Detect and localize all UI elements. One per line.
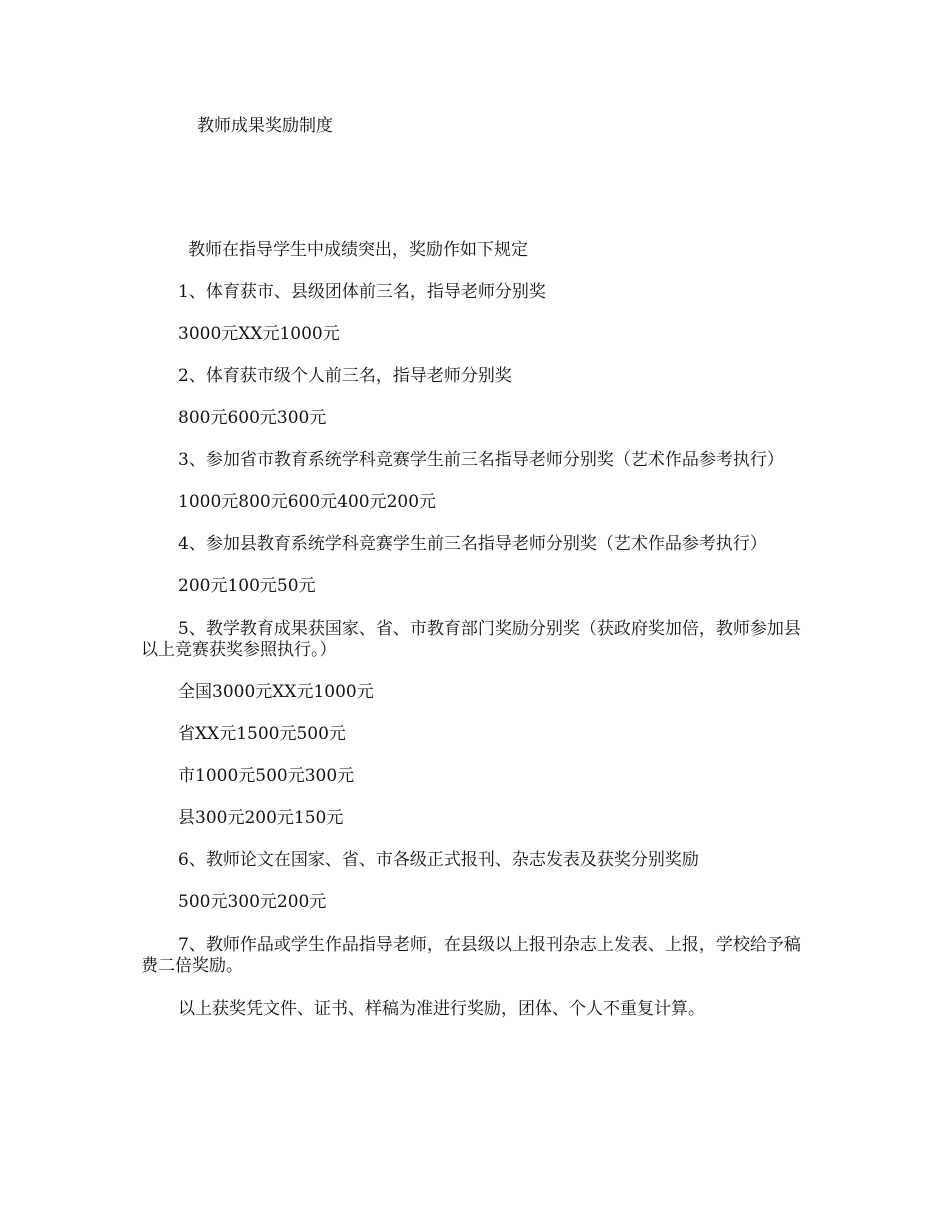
paragraph-closing: 以上获奖凭文件、证书、样稿为准进行奖励，团体、个人不重复计算。 — [178, 999, 705, 1019]
paragraph-item-3: 3、参加省市教育系统学科竞赛学生前三名指导老师分别奖（艺术作品参考执行） — [178, 450, 784, 470]
paragraph-amounts-6: 500元300元200元 — [178, 892, 327, 912]
paragraph-amounts-3: 1000元800元600元400元200元 — [178, 492, 437, 512]
paragraph-intro: 教师在指导学生中成绩突出，奖励作如下规定 — [188, 240, 528, 260]
paragraph-item-4: 4、参加县教育系统学科竞赛学生前三名指导老师分别奖（艺术作品参考执行） — [178, 534, 767, 554]
paragraph-amounts-2: 800元600元300元 — [178, 408, 327, 428]
paragraph-item-7: 7、教师作品或学生作品指导老师，在县级以上报刊杂志上发表、上报，学校给予稿费二倍奖励。 — [141, 935, 801, 976]
paragraph-item-6: 6、教师论文在国家、省、市各级正式报刊、杂志发表及获奖分别奖励 — [178, 850, 699, 870]
paragraph-amounts-national: 全国3000元XX元1000元 — [178, 682, 374, 702]
paragraph-amounts-city: 市1000元500元300元 — [178, 766, 355, 786]
paragraph-amounts-county: 县300元200元150元 — [178, 808, 344, 828]
paragraph-amounts-4: 200元100元50元 — [178, 576, 316, 596]
paragraph-amounts-province: 省XX元1500元500元 — [178, 724, 346, 744]
paragraph-item-2: 2、体育获市级个人前三名，指导老师分别奖 — [178, 366, 512, 386]
paragraph-item-5: 5、教学教育成果获国家、省、市教育部门奖励分别奖（获政府奖加倍，教师参加县以上竞赛获奖参照执行。） — [141, 619, 801, 660]
document-title: 教师成果奖励制度 — [197, 116, 333, 136]
paragraph-item-1: 1、体育获市、县级团体前三名，指导老师分别奖 — [178, 282, 546, 302]
document-body — [141, 240, 809, 1020]
paragraph-amounts-1: 3000元XX元1000元 — [178, 324, 340, 344]
